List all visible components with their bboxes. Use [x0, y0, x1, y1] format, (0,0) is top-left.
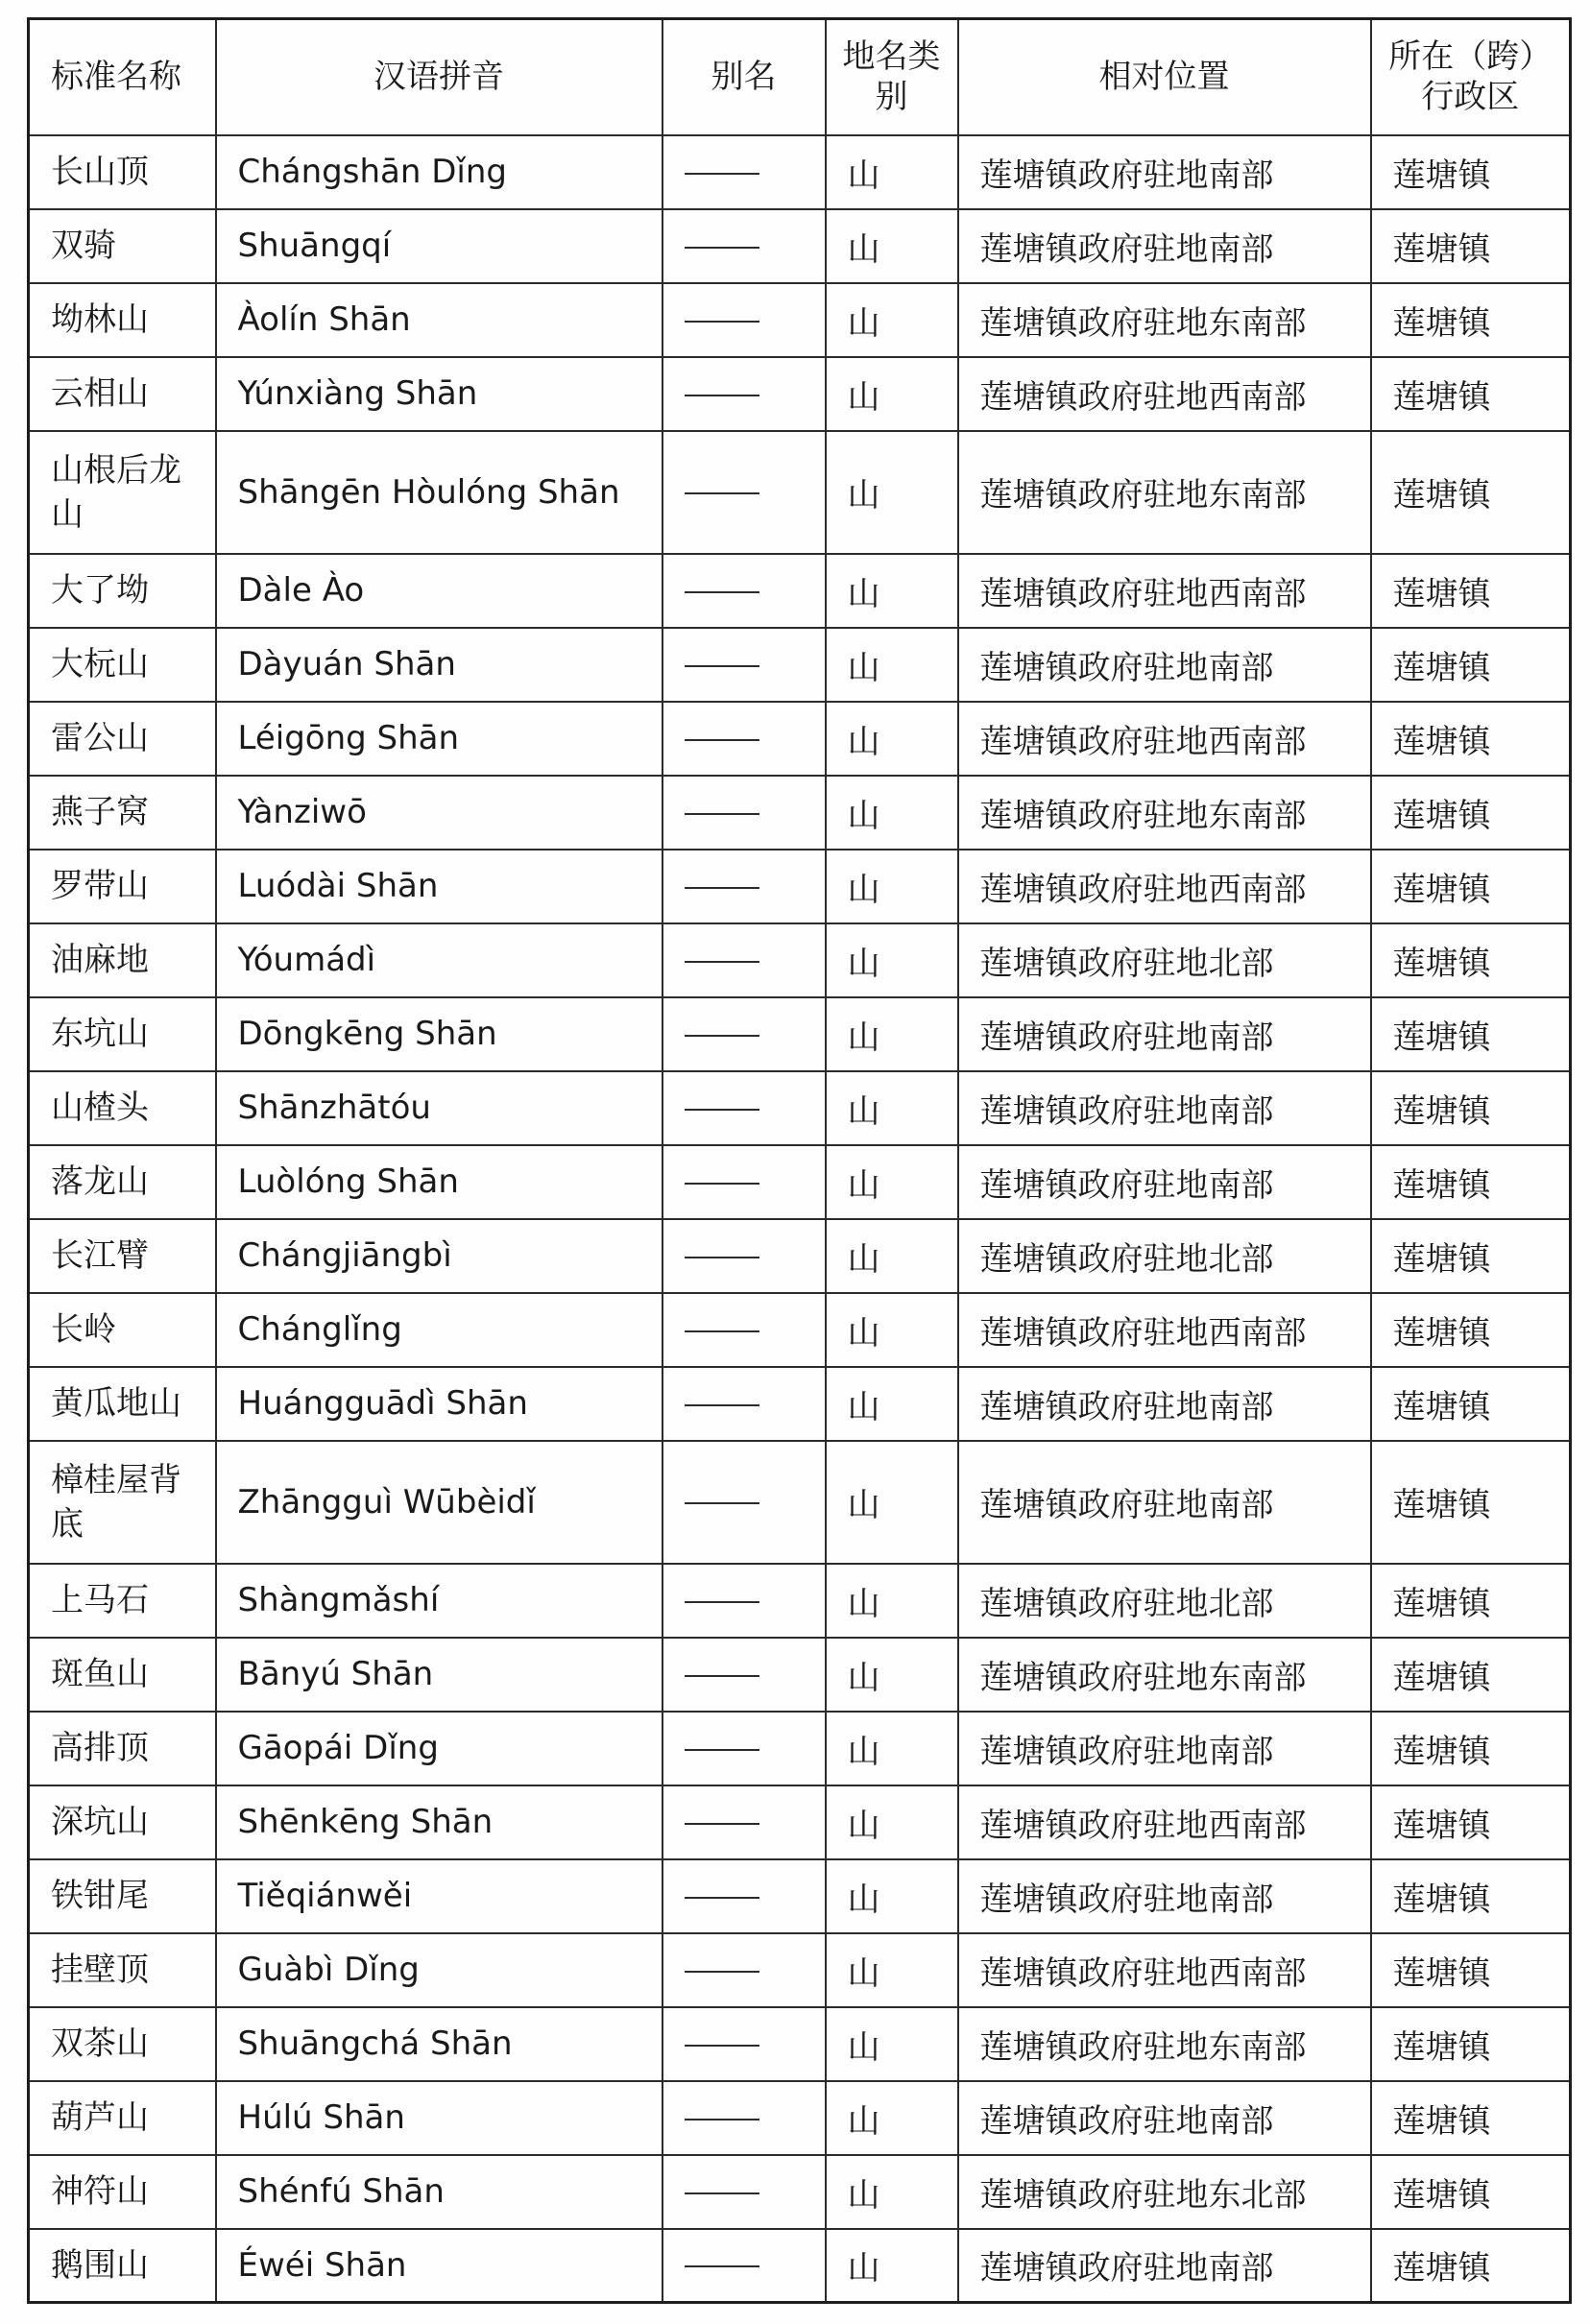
- cell-pinyin: Gāopái Dǐng: [216, 1712, 662, 1785]
- cell-district: 莲塘镇: [1371, 1564, 1571, 1638]
- cell-standard-name: 大杬山: [29, 628, 216, 702]
- empty-dash: [685, 887, 759, 889]
- empty-dash: [685, 395, 759, 396]
- cell-district: 莲塘镇: [1371, 2229, 1571, 2303]
- cell-alias-empty: [662, 1367, 826, 1441]
- cell-district: 莲塘镇: [1371, 1933, 1571, 2007]
- cell-pinyin: Dàle Ào: [216, 554, 662, 628]
- cell-standard-name: 斑鱼山: [29, 1638, 216, 1712]
- cell-category: 山: [826, 1219, 958, 1293]
- cell-alias-empty: [662, 2229, 826, 2303]
- cell-alias-empty: [662, 1933, 826, 2007]
- cell-standard-name: 油麻地: [29, 923, 216, 997]
- empty-dash: [685, 2119, 759, 2120]
- cell-standard-name: 黄瓜地山: [29, 1367, 216, 1441]
- empty-dash: [685, 1823, 759, 1825]
- cell-district: 莲塘镇: [1371, 357, 1571, 431]
- cell-district: 莲塘镇: [1371, 776, 1571, 850]
- cell-standard-name: 坳林山: [29, 283, 216, 357]
- cell-standard-name: 长山顶: [29, 135, 216, 209]
- cell-category: 山: [826, 923, 958, 997]
- cell-district: 莲塘镇: [1371, 1441, 1571, 1564]
- cell-category: 山: [826, 1145, 958, 1219]
- cell-category: 山: [826, 1933, 958, 2007]
- cell-alias-empty: [662, 1785, 826, 1859]
- cell-pinyin: Chángshān Dǐng: [216, 135, 662, 209]
- table-row: [29, 2081, 1571, 2155]
- cell-alias-empty: [662, 1219, 826, 1293]
- cell-district: 莲塘镇: [1371, 1638, 1571, 1712]
- cell-alias-empty: [662, 554, 826, 628]
- cell-standard-name: 云相山: [29, 357, 216, 431]
- cell-relative-position: 莲塘镇政府驻地南部: [958, 997, 1371, 1071]
- cell-pinyin: Tiěqiánwěi: [216, 1859, 662, 1933]
- cell-category: 山: [826, 554, 958, 628]
- table-row: [29, 923, 1571, 997]
- cell-pinyin: Dōngkēng Shān: [216, 997, 662, 1071]
- cell-category: 山: [826, 776, 958, 850]
- cell-category: 山: [826, 1564, 958, 1638]
- cell-relative-position: 莲塘镇政府驻地西南部: [958, 1933, 1371, 2007]
- cell-category: 山: [826, 1712, 958, 1785]
- cell-alias-empty: [662, 357, 826, 431]
- cell-alias-empty: [662, 2155, 826, 2229]
- cell-pinyin: Yúnxiàng Shān: [216, 357, 662, 431]
- cell-district: 莲塘镇: [1371, 554, 1571, 628]
- cell-standard-name: 双茶山: [29, 2007, 216, 2081]
- cell-relative-position: 莲塘镇政府驻地北部: [958, 1219, 1371, 1293]
- cell-category: 山: [826, 1367, 958, 1441]
- cell-standard-name: 雷公山: [29, 702, 216, 776]
- cell-pinyin: Yànziwō: [216, 776, 662, 850]
- cell-standard-name: 罗带山: [29, 850, 216, 923]
- cell-relative-position: 莲塘镇政府驻地南部: [958, 1859, 1371, 1933]
- cell-pinyin: Luódài Shān: [216, 850, 662, 923]
- table-row: [29, 2007, 1571, 2081]
- cell-standard-name: 双骑: [29, 209, 216, 283]
- cell-standard-name: 挂壁顶: [29, 1933, 216, 2007]
- cell-district: 莲塘镇: [1371, 209, 1571, 283]
- cell-district: 莲塘镇: [1371, 1145, 1571, 1219]
- table-row: [29, 357, 1571, 431]
- table-row: [29, 997, 1571, 1071]
- cell-relative-position: 莲塘镇政府驻地西南部: [958, 1293, 1371, 1367]
- cell-category: 山: [826, 1071, 958, 1145]
- table-row: [29, 2229, 1571, 2303]
- cell-pinyin: Guàbì Dǐng: [216, 1933, 662, 2007]
- cell-alias-empty: [662, 923, 826, 997]
- cell-category: 山: [826, 850, 958, 923]
- cell-alias-empty: [662, 1441, 826, 1564]
- empty-dash: [685, 2265, 759, 2267]
- empty-dash: [685, 1897, 759, 1899]
- cell-category: 山: [826, 135, 958, 209]
- table-row: [29, 431, 1571, 554]
- cell-district: 莲塘镇: [1371, 1293, 1571, 1367]
- empty-dash: [685, 1035, 759, 1037]
- cell-alias-empty: [662, 776, 826, 850]
- empty-dash: [685, 173, 759, 175]
- cell-pinyin: Chánglǐng: [216, 1293, 662, 1367]
- empty-dash: [685, 2192, 759, 2194]
- header-standard-name: 标准名称: [29, 19, 216, 135]
- empty-dash: [685, 1257, 759, 1258]
- cell-standard-name: 高排顶: [29, 1712, 216, 1785]
- table-row: [29, 1564, 1571, 1638]
- cell-pinyin: Shāngēn Hòulóng Shān: [216, 431, 662, 554]
- place-name-table: [27, 17, 1572, 2304]
- cell-standard-name: 鹅围山: [29, 2229, 216, 2303]
- empty-dash: [685, 321, 759, 323]
- empty-dash: [685, 247, 759, 249]
- cell-standard-name: 葫芦山: [29, 2081, 216, 2155]
- cell-alias-empty: [662, 2081, 826, 2155]
- cell-pinyin: Shuāngchá Shān: [216, 2007, 662, 2081]
- table-row: [29, 1367, 1571, 1441]
- cell-relative-position: 莲塘镇政府驻地南部: [958, 1071, 1371, 1145]
- cell-alias-empty: [662, 209, 826, 283]
- cell-district: 莲塘镇: [1371, 431, 1571, 554]
- cell-relative-position: 莲塘镇政府驻地西南部: [958, 357, 1371, 431]
- cell-pinyin: Bānyú Shān: [216, 1638, 662, 1712]
- empty-dash: [685, 1749, 759, 1751]
- empty-dash: [685, 665, 759, 667]
- cell-pinyin: Éwéi Shān: [216, 2229, 662, 2303]
- cell-standard-name: 樟桂屋背底: [29, 1441, 216, 1564]
- cell-alias-empty: [662, 1071, 826, 1145]
- cell-district: 莲塘镇: [1371, 2081, 1571, 2155]
- cell-alias-empty: [662, 702, 826, 776]
- empty-dash: [685, 1601, 759, 1603]
- cell-category: 山: [826, 1441, 958, 1564]
- cell-alias-empty: [662, 1638, 826, 1712]
- cell-relative-position: 莲塘镇政府驻地西南部: [958, 850, 1371, 923]
- cell-alias-empty: [662, 1564, 826, 1638]
- cell-standard-name: 燕子窝: [29, 776, 216, 850]
- cell-pinyin: Huángguādì Shān: [216, 1367, 662, 1441]
- cell-alias-empty: [662, 431, 826, 554]
- table-row: [29, 1145, 1571, 1219]
- table-row: [29, 776, 1571, 850]
- table-row: [29, 628, 1571, 702]
- table-row: [29, 135, 1571, 209]
- empty-dash: [685, 1675, 759, 1677]
- cell-standard-name: 上马石: [29, 1564, 216, 1638]
- cell-category: 山: [826, 702, 958, 776]
- table-row: [29, 1071, 1571, 1145]
- cell-pinyin: Shénfú Shān: [216, 2155, 662, 2229]
- cell-standard-name: 东坑山: [29, 997, 216, 1071]
- cell-relative-position: 莲塘镇政府驻地东南部: [958, 1638, 1371, 1712]
- cell-alias-empty: [662, 1145, 826, 1219]
- cell-category: 山: [826, 283, 958, 357]
- cell-relative-position: 莲塘镇政府驻地西南部: [958, 1785, 1371, 1859]
- cell-alias-empty: [662, 997, 826, 1071]
- table-row: [29, 2155, 1571, 2229]
- cell-standard-name: 铁钳尾: [29, 1859, 216, 1933]
- cell-standard-name: 长江臂: [29, 1219, 216, 1293]
- cell-relative-position: 莲塘镇政府驻地北部: [958, 923, 1371, 997]
- cell-pinyin: Yóumádì: [216, 923, 662, 997]
- cell-district: 莲塘镇: [1371, 1219, 1571, 1293]
- cell-standard-name: 山楂头: [29, 1071, 216, 1145]
- cell-pinyin: Shuāngqí: [216, 209, 662, 283]
- header-category: 地名类别: [826, 19, 958, 135]
- cell-category: 山: [826, 431, 958, 554]
- cell-relative-position: 莲塘镇政府驻地东南部: [958, 431, 1371, 554]
- header-pinyin: 汉语拼音: [216, 19, 662, 135]
- cell-standard-name: 长岭: [29, 1293, 216, 1367]
- empty-dash: [685, 1502, 759, 1504]
- cell-alias-empty: [662, 2007, 826, 2081]
- empty-dash: [685, 591, 759, 593]
- table-header-row: [29, 19, 1571, 135]
- cell-district: 莲塘镇: [1371, 997, 1571, 1071]
- cell-relative-position: 莲塘镇政府驻地南部: [958, 1145, 1371, 1219]
- empty-dash: [685, 813, 759, 815]
- cell-district: 莲塘镇: [1371, 135, 1571, 209]
- cell-alias-empty: [662, 628, 826, 702]
- cell-pinyin: Chángjiāngbì: [216, 1219, 662, 1293]
- cell-category: 山: [826, 357, 958, 431]
- cell-standard-name: 山根后龙山: [29, 431, 216, 554]
- cell-category: 山: [826, 209, 958, 283]
- cell-relative-position: 莲塘镇政府驻地南部: [958, 2081, 1371, 2155]
- cell-district: 莲塘镇: [1371, 1071, 1571, 1145]
- cell-relative-position: 莲塘镇政府驻地南部: [958, 209, 1371, 283]
- table-row: [29, 554, 1571, 628]
- cell-relative-position: 莲塘镇政府驻地南部: [958, 135, 1371, 209]
- empty-dash: [685, 1330, 759, 1332]
- cell-category: 山: [826, 628, 958, 702]
- cell-category: 山: [826, 2081, 958, 2155]
- table-row: [29, 283, 1571, 357]
- empty-dash: [685, 739, 759, 741]
- table-row: [29, 850, 1571, 923]
- table-row: [29, 1859, 1571, 1933]
- table-row: [29, 1785, 1571, 1859]
- cell-district: 莲塘镇: [1371, 283, 1571, 357]
- cell-pinyin: Húlú Shān: [216, 2081, 662, 2155]
- cell-relative-position: 莲塘镇政府驻地南部: [958, 1441, 1371, 1564]
- cell-pinyin: Shàngmǎshí: [216, 1564, 662, 1638]
- cell-pinyin: Dàyuán Shān: [216, 628, 662, 702]
- header-district: 所在（跨）行政区: [1371, 19, 1571, 135]
- table-row: [29, 1712, 1571, 1785]
- cell-pinyin: Shānzhātóu: [216, 1071, 662, 1145]
- empty-dash: [685, 1404, 759, 1406]
- cell-district: 莲塘镇: [1371, 1785, 1571, 1859]
- cell-district: 莲塘镇: [1371, 2007, 1571, 2081]
- cell-district: 莲塘镇: [1371, 702, 1571, 776]
- empty-dash: [685, 1183, 759, 1185]
- empty-dash: [685, 492, 759, 494]
- cell-pinyin: Léigōng Shān: [216, 702, 662, 776]
- cell-district: 莲塘镇: [1371, 1859, 1571, 1933]
- cell-pinyin: Shēnkēng Shān: [216, 1785, 662, 1859]
- cell-relative-position: 莲塘镇政府驻地东南部: [958, 776, 1371, 850]
- cell-pinyin: Àolín Shān: [216, 283, 662, 357]
- cell-category: 山: [826, 2155, 958, 2229]
- empty-dash: [685, 1109, 759, 1111]
- cell-district: 莲塘镇: [1371, 2155, 1571, 2229]
- cell-relative-position: 莲塘镇政府驻地西南部: [958, 702, 1371, 776]
- cell-district: 莲塘镇: [1371, 850, 1571, 923]
- table-row: [29, 702, 1571, 776]
- cell-relative-position: 莲塘镇政府驻地东南部: [958, 283, 1371, 357]
- cell-relative-position: 莲塘镇政府驻地南部: [958, 1367, 1371, 1441]
- empty-dash: [685, 2045, 759, 2047]
- header-relative-position: 相对位置: [958, 19, 1371, 135]
- empty-dash: [685, 1971, 759, 1973]
- cell-district: 莲塘镇: [1371, 1367, 1571, 1441]
- cell-relative-position: 莲塘镇政府驻地西南部: [958, 554, 1371, 628]
- cell-category: 山: [826, 1785, 958, 1859]
- cell-category: 山: [826, 2007, 958, 2081]
- cell-district: 莲塘镇: [1371, 1712, 1571, 1785]
- cell-alias-empty: [662, 283, 826, 357]
- table-row: [29, 1638, 1571, 1712]
- cell-alias-empty: [662, 850, 826, 923]
- cell-alias-empty: [662, 135, 826, 209]
- cell-pinyin: Luòlóng Shān: [216, 1145, 662, 1219]
- cell-relative-position: 莲塘镇政府驻地北部: [958, 1564, 1371, 1638]
- table-row: [29, 209, 1571, 283]
- cell-standard-name: 神符山: [29, 2155, 216, 2229]
- cell-alias-empty: [662, 1712, 826, 1785]
- cell-category: 山: [826, 2229, 958, 2303]
- empty-dash: [685, 961, 759, 963]
- cell-standard-name: 大了坳: [29, 554, 216, 628]
- cell-category: 山: [826, 1638, 958, 1712]
- cell-district: 莲塘镇: [1371, 923, 1571, 997]
- header-alias: 别名: [662, 19, 826, 135]
- cell-alias-empty: [662, 1293, 826, 1367]
- cell-relative-position: 莲塘镇政府驻地南部: [958, 2229, 1371, 2303]
- cell-category: 山: [826, 1293, 958, 1367]
- cell-relative-position: 莲塘镇政府驻地东北部: [958, 2155, 1371, 2229]
- cell-standard-name: 落龙山: [29, 1145, 216, 1219]
- table-row: [29, 1293, 1571, 1367]
- cell-alias-empty: [662, 1859, 826, 1933]
- table-row: [29, 1441, 1571, 1564]
- cell-district: 莲塘镇: [1371, 628, 1571, 702]
- table-row: [29, 1219, 1571, 1293]
- cell-category: 山: [826, 1859, 958, 1933]
- cell-relative-position: 莲塘镇政府驻地南部: [958, 1712, 1371, 1785]
- cell-standard-name: 深坑山: [29, 1785, 216, 1859]
- cell-relative-position: 莲塘镇政府驻地东南部: [958, 2007, 1371, 2081]
- table-row: [29, 1933, 1571, 2007]
- cell-pinyin: Zhāngguì Wūbèidǐ: [216, 1441, 662, 1564]
- table-body: [29, 135, 1571, 2303]
- cell-category: 山: [826, 997, 958, 1071]
- cell-relative-position: 莲塘镇政府驻地南部: [958, 628, 1371, 702]
